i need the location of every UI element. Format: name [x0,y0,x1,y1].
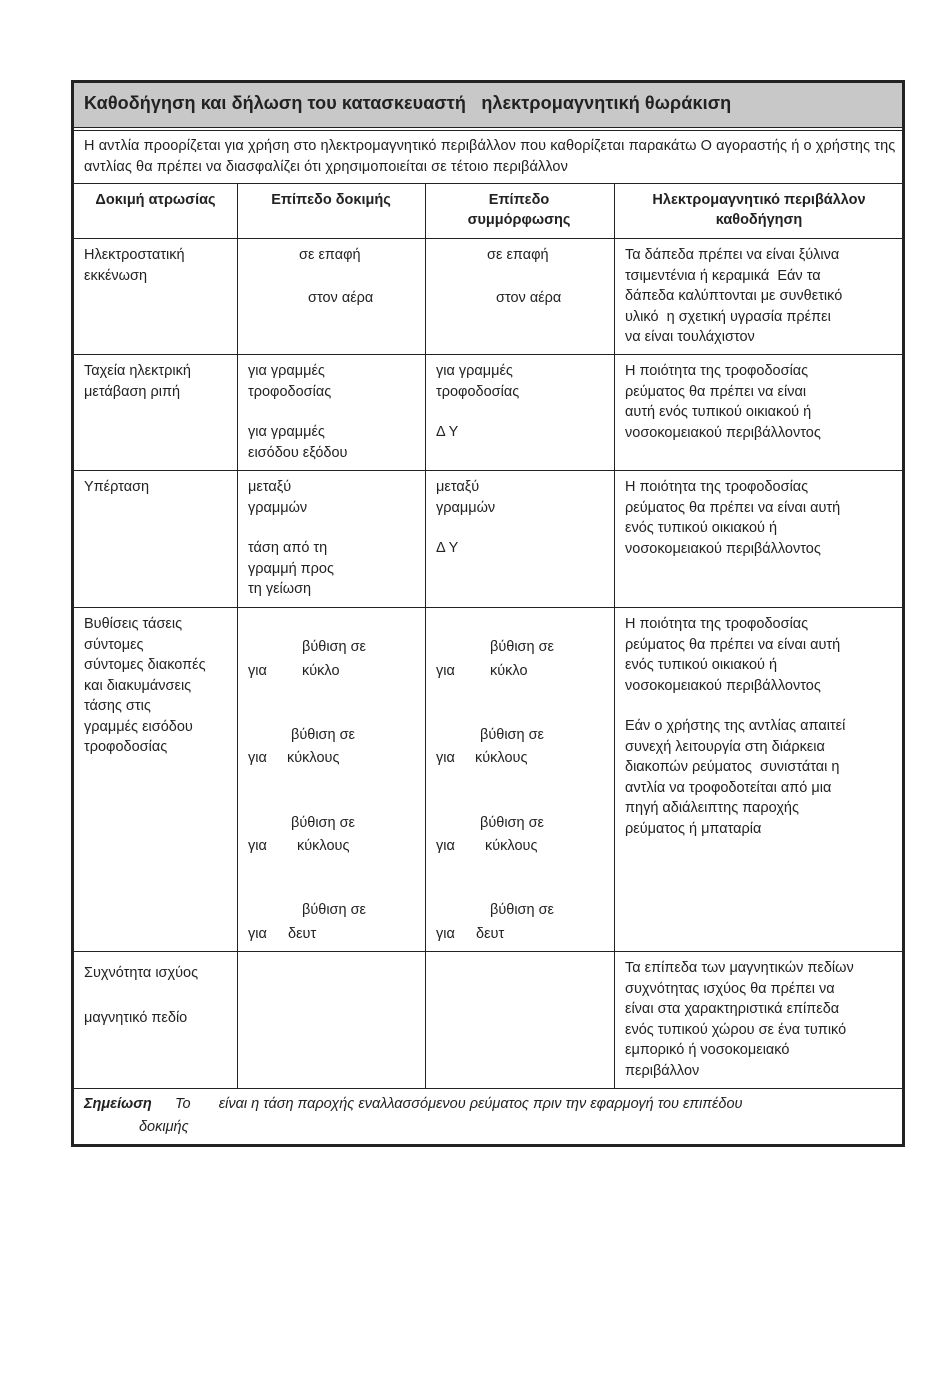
emc-guidance-table [71,80,905,1147]
col-divider-2 [425,183,426,1088]
intro-text: Η αντλία προορίζεται για χρήση στο ηλεκτρομαγνητικό περιβάλλον που καθορίζεται παρακάτω Ο αγοραστής ή ο χρήστης της αντλίας θα πρέπει να διασφαλίζει ότι χρησιμοποιείται σε τέτοιο περιβάλλον [84,138,896,175]
dips-level-1-dip: βύθιση σε [302,639,367,655]
note-text-2: δοκιμής [139,1119,189,1135]
rule-row-mag [74,1088,902,1089]
dips-level-2-unit: κύκλους [287,750,340,766]
dips-level-3-dip: βύθιση σε [291,815,356,831]
header-em-environment: Ηλεκτρομαγνητικό περιβάλλον καθοδήγηση [652,192,866,228]
esd-guidance: Τα δάπεδα πρέπει να είναι ξύλινα τσιμεντένια ή κεραμικά Εάν τα δάπεδα καλύπτονται με συνθετικό υλικό η σχετική υγρασία πρέπει να είναι τουλάχιστον [625,247,843,345]
dips-level-4-unit: δευτ [288,926,317,942]
note-text-1: Το είναι η τάση παροχής εναλλασσόμενου ρεύματος πριν την εφαρμογή του επιπέδου [175,1096,743,1112]
esd-compliance-air: στον αέρα [496,290,562,306]
mag-test-freq: Συχνότητα ισχύος [84,965,199,981]
dips-compliance-4-dip: βύθιση σε [490,902,555,918]
dips-compliance-4-for: για [436,926,455,942]
surge-compliance-line-line: μεταξύ γραμμών [436,479,496,516]
dips-compliance-3-unit: κύκλους [485,838,538,854]
surge-level-line-earth: τάση από τη γραμμή προς τη γείωση [248,540,334,597]
header-immunity-test: Δοκιμή ατρωσίας [95,192,216,208]
dips-compliance-4-unit: δευτ [476,926,505,942]
dips-compliance-2-unit: κύκλους [475,750,528,766]
title-bar [74,83,902,128]
surge-compliance-line-earth: Δ Υ [436,540,459,556]
dips-level-4-for: για [248,926,267,942]
esd-level-contact: σε επαφή [299,247,361,263]
header-test-level: Επίπεδο δοκιμής [271,192,391,208]
dips-compliance-2-for: για [436,750,455,766]
eft-compliance-power: για γραμμές τροφοδοσίας [436,363,520,400]
eft-compliance-io: Δ Υ [436,424,459,440]
surge-level-line-line: μεταξύ γραμμών [248,479,308,516]
dips-compliance-2-dip: βύθιση σε [480,727,545,743]
surge-test: Υπέρταση [84,479,150,495]
col-divider-3 [614,183,615,1088]
rule-header-top [74,183,902,184]
dips-test: Βυθίσεις τάσεις σύντομες σύντομες διακοπές και διακυμάνσεις τάσης στις γραμμές εισόδου τροφοδοσίας [84,616,206,755]
surge-guidance: Η ποιότητα της τροφοδοσίας ρεύματος θα πρέπει να είναι αυτή ενός τυπικού οικιακού ή νοσοκομειακού περιβάλλοντος [625,479,841,557]
mag-test-field: μαγνητικό πεδίο [84,1010,188,1026]
esd-test: Ηλεκτροστατική εκκένωση [84,247,185,284]
dips-compliance-3-dip: βύθιση σε [480,815,545,831]
dips-level-4-dip: βύθιση σε [302,902,367,918]
dips-compliance-3-for: για [436,838,455,854]
dips-level-1-unit: κύκλο [302,663,340,679]
dips-guidance-1: Η ποιότητα της τροφοδοσίας ρεύματος θα πρέπει να είναι αυτή ενός τυπικού οικιακού ή νοσοκομειακού περιβάλλοντος [625,616,841,694]
rule-row-dips [74,951,902,952]
mag-guidance: Τα επίπεδα των μαγνητικών πεδίων συχνότητας ισχύος θα πρέπει να είναι στα χαρακτηριστικά επίπεδα ενός τυπικού χώρου σε ένα τυπικό εμπορικό ή νοσοκομειακό περιβάλλον [625,960,854,1079]
dips-level-3-for: για [248,838,267,854]
esd-level-air: στον αέρα [308,290,374,306]
eft-guidance: Η ποιότητα της τροφοδοσίας ρεύματος θα πρέπει να είναι αυτή ενός τυπικού οικιακού ή νοσοκομειακού περιβάλλοντος [625,363,821,441]
rule-row-eft [74,470,902,471]
dips-compliance-1-for: για [436,663,455,679]
rule-row-esd [74,354,902,355]
dips-level-2-dip: βύθιση σε [291,727,356,743]
table-title: Καθοδήγηση και δήλωση του κατασκευαστή ηλεκτρομαγνητική θωράκιση [84,93,732,113]
rule-row-surge [74,607,902,608]
rule-header-bottom [74,238,902,239]
col-divider-1 [237,183,238,1088]
eft-level-io: για γραμμές εισόδου εξόδου [248,424,348,461]
dips-level-2-for: για [248,750,267,766]
dips-compliance-1-dip: βύθιση σε [490,639,555,655]
header-compliance-level: Επίπεδο συμμόρφωσης [467,192,571,228]
esd-compliance-contact: σε επαφή [487,247,549,263]
note-label: Σημείωση [84,1096,152,1112]
dips-level-3-unit: κύκλους [297,838,350,854]
dips-guidance-2: Εάν ο χρήστης της αντλίας απαιτεί συνεχή λειτουργία στη διάρκεια διακοπών ρεύματος συνιστάται η αντλία να τροφοδοτείται από μια πηγή αδιάλειπτης παροχής ρεύματος ή μπαταρία [625,718,846,837]
dips-compliance-1-unit: κύκλο [490,663,528,679]
dips-level-1-for: για [248,663,267,679]
eft-level-power: για γραμμές τροφοδοσίας [248,363,332,400]
eft-test: Ταχεία ηλεκτρική μετάβαση ριπή [84,363,191,400]
